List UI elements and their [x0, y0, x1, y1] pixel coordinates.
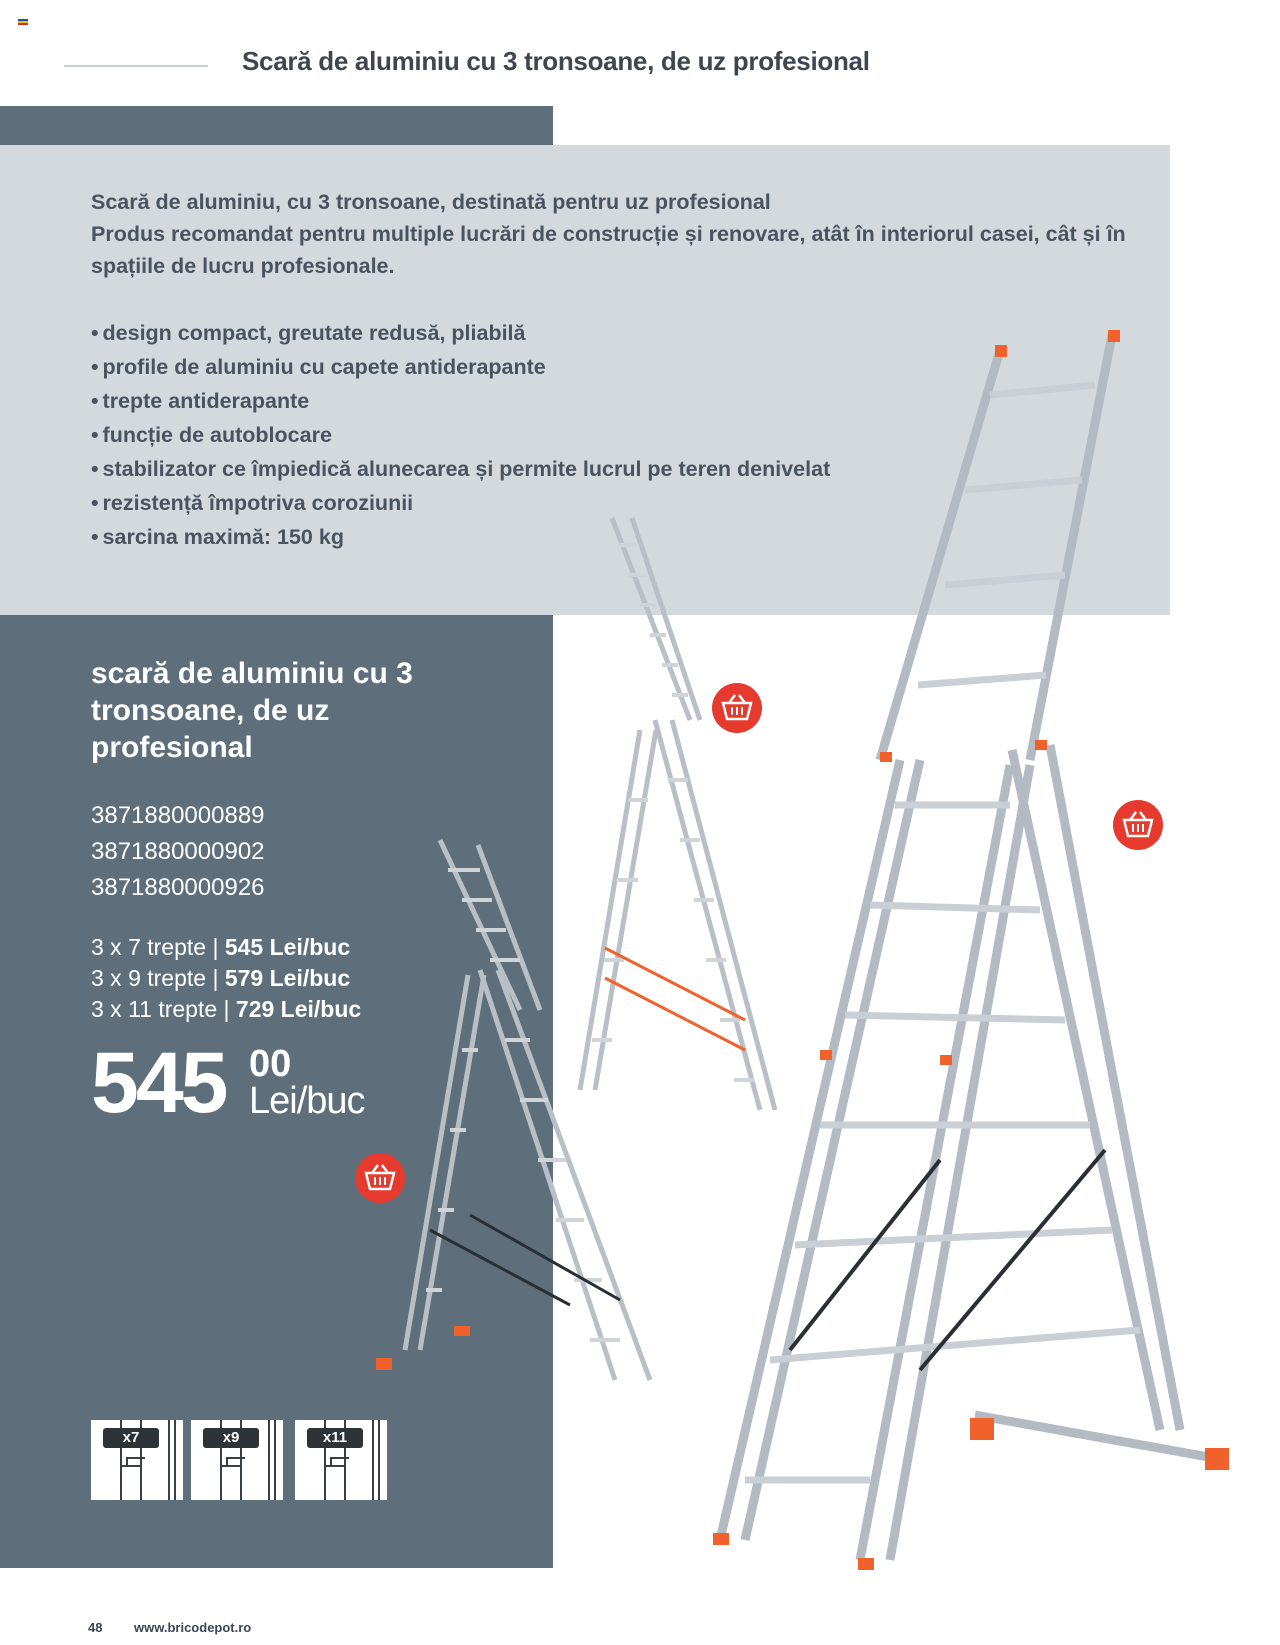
price-integer: 545: [91, 1035, 226, 1131]
description-line-2: Produs recomandat pentru multiple lucrări de construcție și renovare, atât în interiorul casei, cât și în spațiile de lucru profesionale.: [91, 222, 1126, 278]
variant-row: 3 x 9 trepte | 579 Lei/buc: [91, 965, 351, 991]
feature-item: • sarcina maximă: 150 kg: [91, 520, 830, 554]
price-unit: Lei/buc: [249, 1080, 365, 1122]
shopping-basket-icon: [721, 693, 753, 723]
step-count-label: x11: [307, 1428, 363, 1448]
step-count-label: x7: [103, 1428, 159, 1448]
feature-item: • profile de aluminiu cu capete antiderapante: [91, 350, 830, 384]
feature-item: • funcție de autoblocare: [91, 418, 830, 452]
product-code: 3871880000889: [91, 802, 265, 829]
variant-price: 729 Lei/buc: [235, 996, 362, 1022]
price-decimals: 00: [249, 1043, 292, 1085]
feature-item: • stabilizator ce împiedică alunecarea și permite lucrul pe teren denivelat: [91, 452, 830, 486]
variant-label: 3 x 9 trepte: [91, 965, 207, 991]
variant-price: 545 Lei/buc: [224, 934, 351, 960]
feature-item: • trepte antiderapante: [91, 384, 830, 418]
ladder-small-upper: [580, 518, 775, 1110]
page-title: Scară de aluminiu cu 3 tronsoane, de uz profesional: [242, 46, 870, 76]
variant-price: 579 Lei/buc: [224, 965, 351, 991]
add-to-cart-button[interactable]: [355, 1153, 405, 1203]
step-count-label: x9: [203, 1428, 259, 1448]
ladder-large: [720, 335, 1180, 1560]
page-number: 48: [88, 1620, 103, 1635]
product-title: scară de aluminiu cu 3 tronsoane, de uz profesional: [91, 657, 413, 764]
variant-label: 3 x 7 trepte: [91, 934, 207, 960]
description-line-1: Scară de aluminiu, cu 3 tronsoane, destinată pentru uz profesional: [91, 190, 771, 214]
shopping-basket-icon: [1122, 810, 1154, 840]
website-link[interactable]: www.bricodepot.ro: [134, 1620, 252, 1635]
feature-item: • design compact, greutate redusă, pliabilă: [91, 316, 830, 350]
variant-label: 3 x 11 trepte: [91, 996, 218, 1022]
product-code: 3871880000902: [91, 838, 265, 865]
shopping-basket-icon: [364, 1163, 396, 1193]
ladder-small-lower: [405, 840, 650, 1380]
feature-item: • rezistență împotriva coroziunii: [91, 486, 830, 520]
variant-row: 3 x 11 trepte | 729 Lei/buc: [91, 996, 362, 1022]
variant-row: 3 x 7 trepte | 545 Lei/buc: [91, 934, 351, 960]
product-code: 3871880000926: [91, 874, 265, 901]
add-to-cart-button[interactable]: [712, 683, 762, 733]
add-to-cart-button[interactable]: [1113, 800, 1163, 850]
